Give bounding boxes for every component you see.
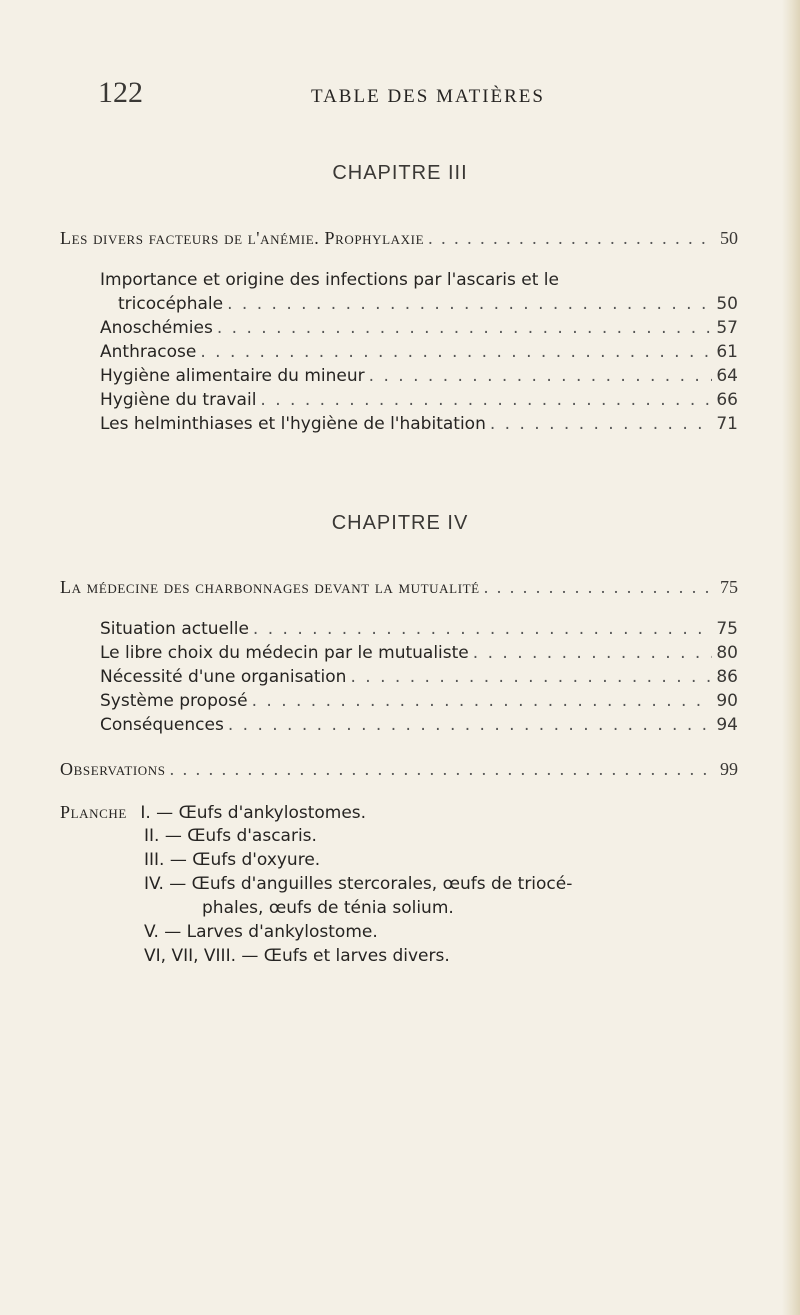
plate-numeral: IV.: [144, 874, 164, 894]
toc-observations-row: [60, 759, 738, 780]
toc-entry-label: Nécessité d'une organisation: [100, 667, 347, 687]
toc-page-number: 66: [716, 390, 738, 410]
toc-page-number: 90: [716, 691, 738, 711]
chapter-4-title: CHAPITRE IV: [331, 512, 469, 534]
toc-page-number: 61: [716, 342, 738, 362]
toc-entry-row: [100, 342, 738, 362]
toc-page-number: 50: [720, 228, 738, 248]
plate-text: — Œufs d'ankylostomes.: [156, 803, 367, 823]
plate-item: [144, 826, 317, 846]
toc-page-number: 94: [716, 715, 738, 735]
dot-leader: [473, 643, 712, 663]
dot-leader: [217, 318, 712, 338]
plate-item: [144, 850, 320, 870]
dot-leader: [490, 414, 712, 434]
page-number: 122: [98, 76, 143, 109]
dot-leader: [484, 577, 712, 598]
plate-numeral: V.: [144, 922, 159, 942]
toc-page-number: 75: [716, 619, 738, 639]
toc-entry-label: Conséquences: [100, 715, 224, 735]
toc-entry-row: [118, 294, 738, 314]
plate-text: — Œufs d'ascaris.: [164, 826, 317, 846]
dot-leader: [350, 667, 712, 687]
plate-numeral: III.: [144, 850, 165, 870]
running-title: TABLE DES MATIÈRES: [311, 86, 545, 107]
toc-entry-row: [100, 619, 738, 639]
dot-leader: [252, 691, 712, 711]
toc-entry-row: [100, 691, 738, 711]
dot-leader: [260, 390, 712, 410]
toc-entry-label: Système proposé: [100, 691, 248, 711]
dot-leader: [227, 294, 712, 314]
toc-page-number: 50: [716, 294, 738, 314]
plate-item: [144, 922, 378, 942]
chapter-3-title: CHAPITRE III: [332, 162, 468, 184]
dot-leader: [200, 342, 712, 362]
plate-numeral: II.: [144, 826, 160, 846]
toc-entry-label: Hygiène alimentaire du mineur: [100, 366, 365, 386]
plate-item: [144, 946, 450, 966]
toc-entry-row: [100, 318, 738, 338]
dot-leader: [228, 715, 712, 735]
plate-text: — Larves d'ankylostome.: [164, 922, 378, 942]
toc-entry-label: Situation actuelle: [100, 619, 249, 639]
plate-numeral: VI, VII, VIII.: [144, 946, 236, 966]
toc-page-number: 99: [720, 759, 738, 779]
toc-entry-row: [100, 414, 738, 434]
toc-entry-row: [100, 366, 738, 386]
plate-text: — Œufs et larves divers.: [241, 946, 450, 966]
toc-entry-label: Hygiène du travail: [100, 390, 257, 410]
toc-page-number: 75: [720, 577, 738, 597]
page-edge: [782, 0, 800, 1315]
dot-leader: [369, 366, 712, 386]
toc-entry-row: [100, 667, 738, 687]
dot-leader: [253, 619, 712, 639]
plate-item: [144, 874, 572, 894]
toc-entry-label: Anthracose: [100, 342, 197, 362]
toc-entry-row: [100, 390, 738, 410]
toc-page-number: 71: [716, 414, 738, 434]
toc-entry-row: [100, 643, 738, 663]
plate-text: — Œufs d'oxyure.: [169, 850, 321, 870]
toc-entry-continuation: tricocéphale: [118, 294, 224, 314]
plate-item: [60, 802, 366, 823]
page-header: [0, 76, 800, 116]
toc-entry-label: Importance et origine des infections par l'ascaris et le: [100, 270, 559, 290]
toc-section-label: Observations: [60, 759, 166, 779]
toc-entry-row: [100, 715, 738, 735]
toc-page-number: 86: [716, 667, 738, 687]
dot-leader: [170, 759, 712, 780]
toc-section-label: La médecine des charbonnages devant la mutualité: [60, 577, 480, 597]
dot-leader: [428, 228, 712, 249]
toc-page-number: 57: [716, 318, 738, 338]
plate-continuation: phales, œufs de ténia solium.: [202, 898, 454, 918]
toc-section-row: [60, 577, 738, 598]
plates-heading: Planche: [60, 802, 127, 822]
toc-section-label: Les divers facteurs de l'anémie. Prophylaxie: [60, 228, 425, 248]
toc-page-number: 80: [716, 643, 738, 663]
toc-entry-label: Anoschémies: [100, 318, 213, 338]
toc-entry-label: Le libre choix du médecin par le mutualiste: [100, 643, 469, 663]
plate-numeral: I.: [140, 803, 151, 823]
toc-page-number: 64: [716, 366, 738, 386]
plate-text: — Œufs d'anguilles stercorales, œufs de triocé-: [169, 874, 573, 894]
toc-section-row: [60, 228, 738, 249]
toc-entry-label: Les helminthiases et l'hygiène de l'habitation: [100, 414, 486, 434]
